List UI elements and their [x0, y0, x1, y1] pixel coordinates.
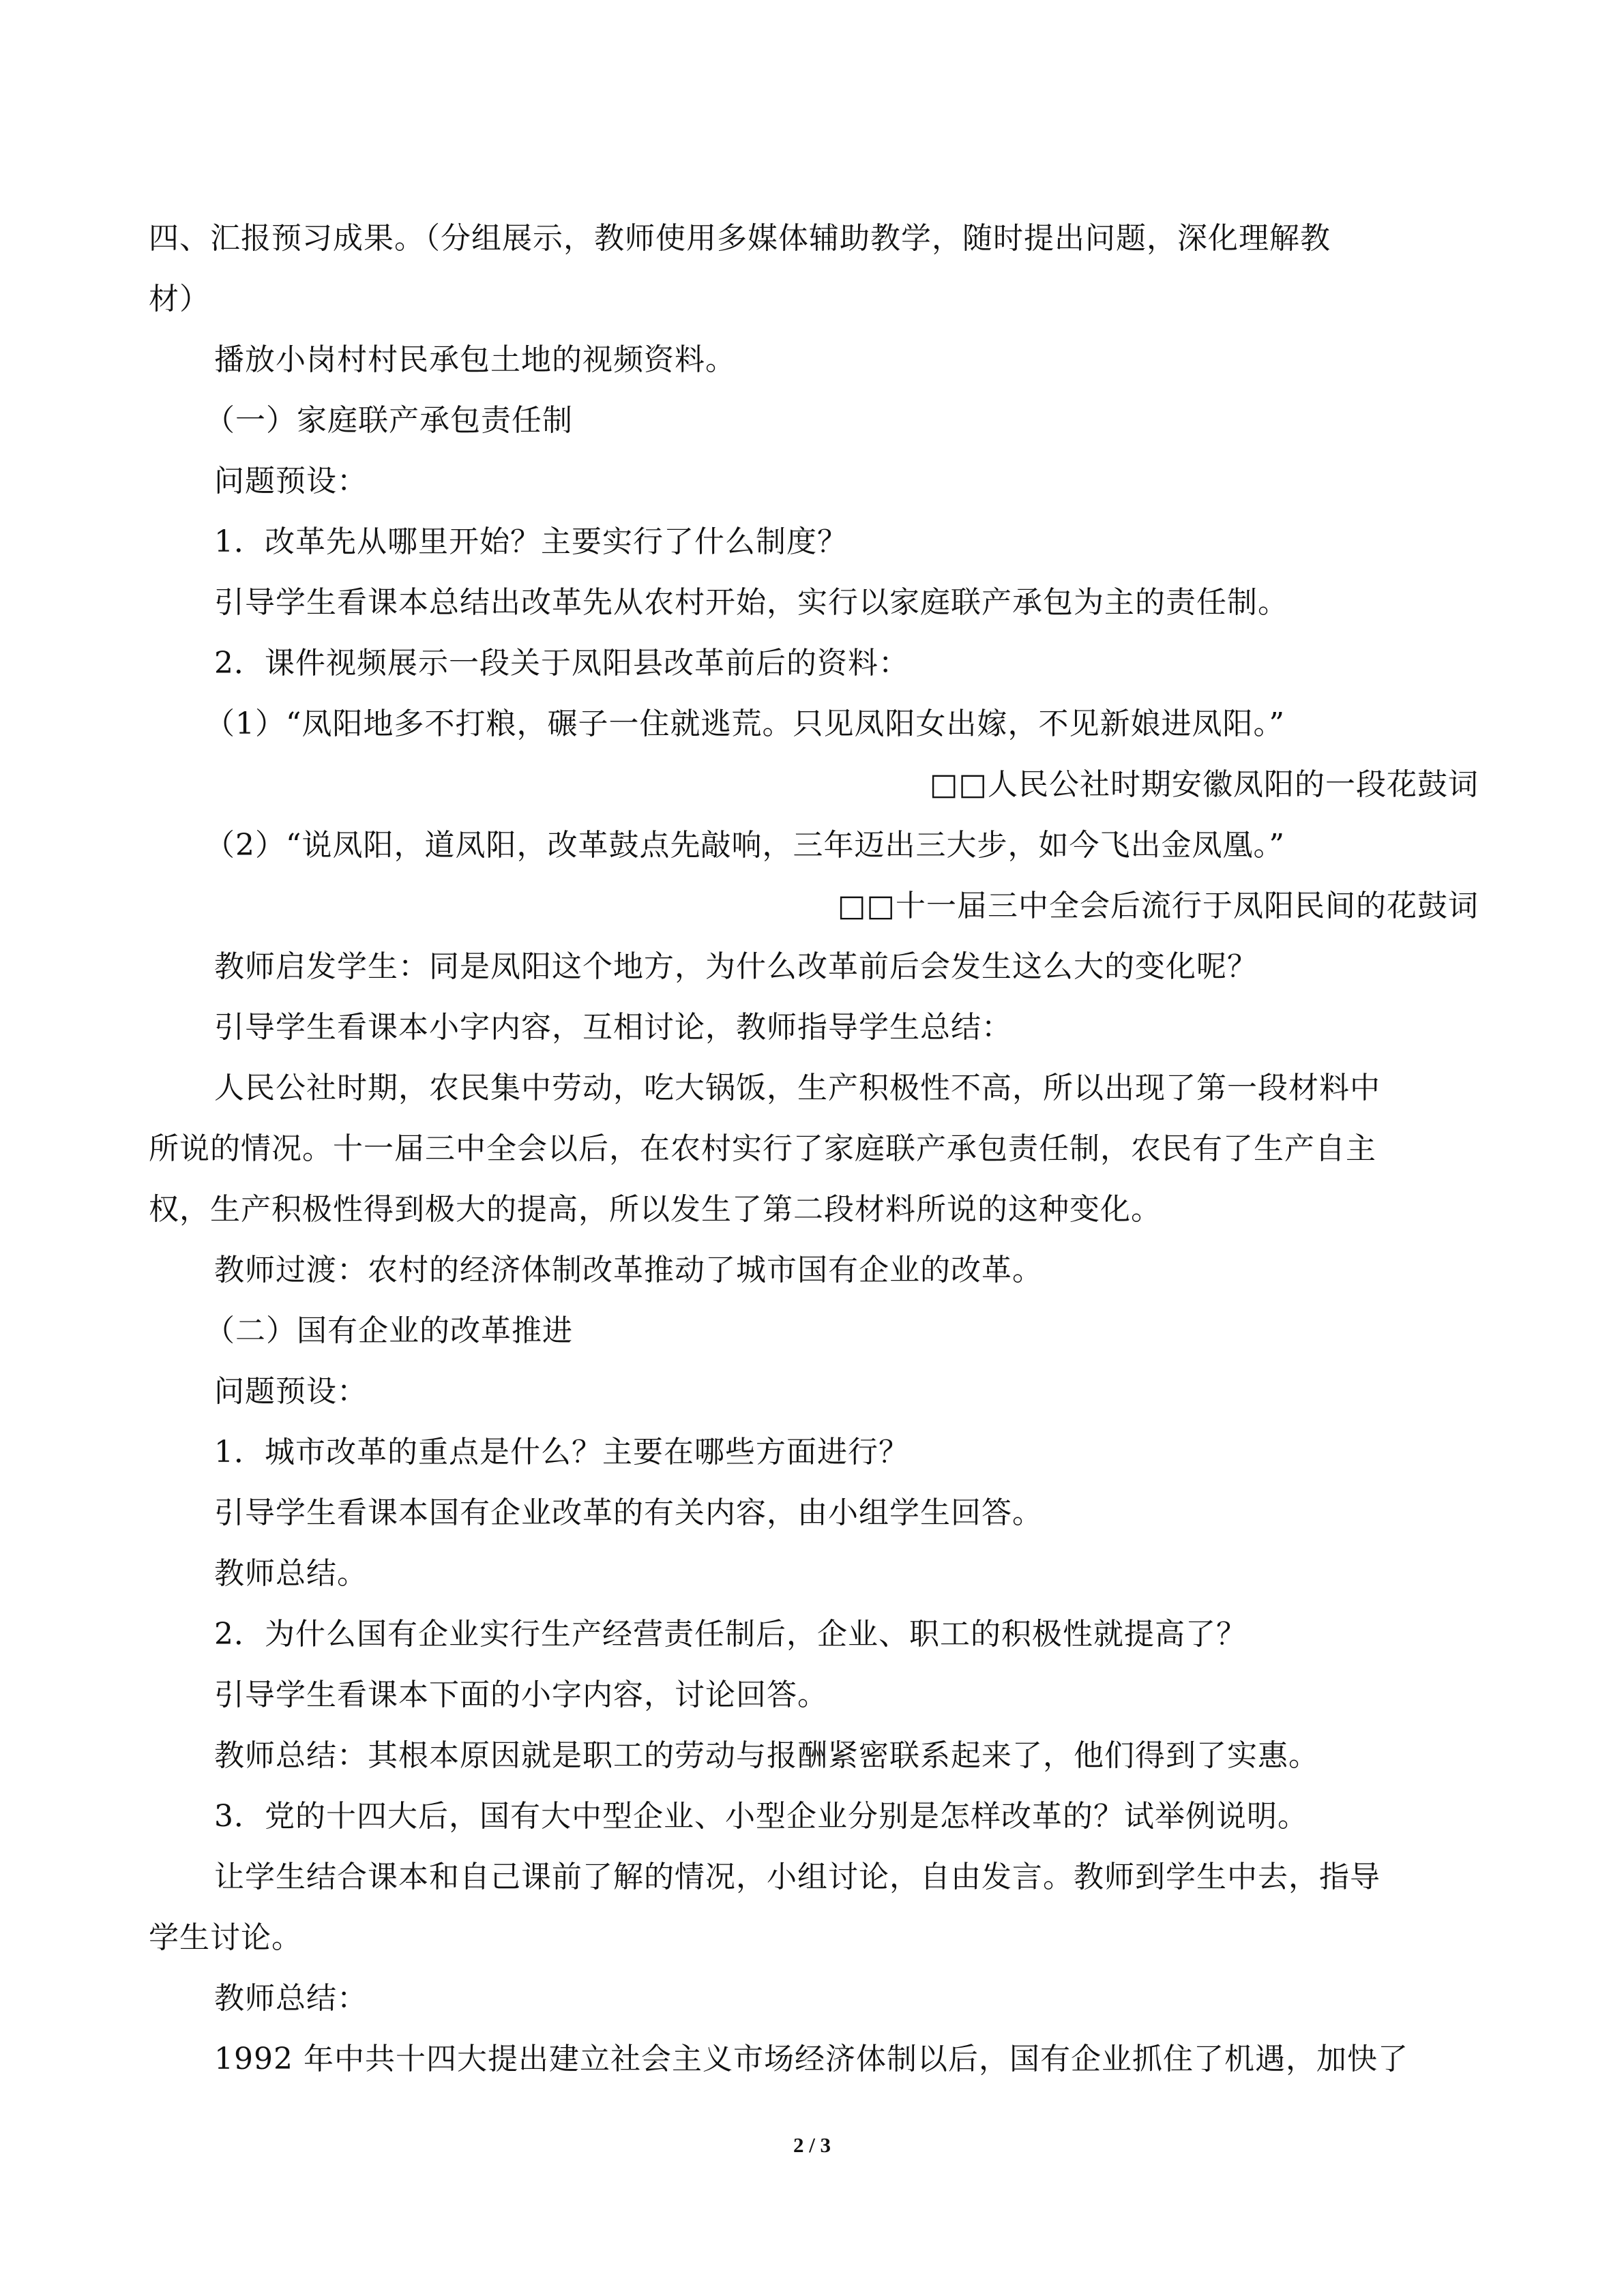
- paragraph-line: 引导学生看课本国有企业改革的有关内容，由小组学生回答。: [214, 1495, 1043, 1530]
- paragraph-line: 播放小岗村村民承包土地的视频资料。: [214, 342, 736, 377]
- paragraph-line: 问题预设：: [214, 464, 368, 498]
- paragraph-line: 教师过渡：农村的经济体制改革推动了城市国有企业的改革。: [214, 1253, 1043, 1287]
- question-item: 1．改革先从哪里开始？主要实行了什么制度？: [214, 524, 848, 559]
- paragraph-line: 所说的情况。十一届三中全会以后，在农村实行了家庭联产承包责任制，农民有了生产自主: [149, 1131, 1376, 1166]
- paragraph-line: 引导学生看课本小字内容，互相讨论，教师指导学生总结：: [214, 1010, 1012, 1045]
- page-number: 2 / 3: [793, 2133, 831, 2157]
- question-item: 3．党的十四大后，国有大中型企业、小型企业分别是怎样改革的？试举例说明。: [214, 1799, 1308, 1834]
- section-heading-four: 四、汇报预习成果。（分组展示，教师使用多媒体辅助教学，随时提出问题，深化理解教: [149, 221, 1331, 256]
- paragraph-line: 让学生结合课本和自己课前了解的情况，小组讨论，自由发言。教师到学生中去，指导: [214, 1860, 1381, 1894]
- paragraph-line: 人民公社时期，农民集中劳动，吃大锅饭，生产积极性不高，所以出现了第一段材料中: [214, 1071, 1381, 1105]
- paragraph-line: 教师总结。: [214, 1556, 368, 1591]
- question-item: 1．城市改革的重点是什么？主要在哪些方面进行？: [214, 1435, 909, 1470]
- paragraph-line: 材）: [149, 282, 210, 316]
- paragraph-line: 引导学生看课本总结出改革先从农村开始，实行以家庭联产承包为主的责任制。: [214, 585, 1288, 620]
- quote-source: □□十一届三中全会后流行于凤阳民间的花鼓词: [837, 889, 1479, 923]
- paragraph-line: 学生讨论。: [149, 1920, 302, 1955]
- subsection-heading-one: （一）家庭联产承包责任制: [205, 403, 573, 438]
- subsection-heading-two: （二）国有企业的改革推进: [205, 1313, 573, 1348]
- paragraph-line: 教师启发学生：同是凤阳这个地方，为什么改革前后会发生这么大的变化呢？: [214, 949, 1258, 984]
- paragraph-line: 问题预设：: [214, 1374, 368, 1409]
- document-body: [149, 208, 1479, 2089]
- paragraph-line: 教师总结：其根本原因就是职工的劳动与报酬紧密联系起来了，他们得到了实惠。: [214, 1738, 1319, 1773]
- paragraph-line: 1992 年中共十四大提出建立社会主义市场经济体制以后，国有企业抓住了机遇，加快了: [214, 2042, 1408, 2076]
- paragraph-line: 权，生产积极性得到极大的提高，所以发生了第二段材料所说的这种变化。: [149, 1192, 1162, 1227]
- quote-source: □□人民公社时期安徽凤阳的一段花鼓词: [929, 767, 1479, 802]
- quote-line: （2）“说凤阳，道凤阳，改革鼓点先敲响，三年迈出三大步，如今飞出金凤凰。”: [205, 828, 1285, 863]
- quote-line: （1）“凤阳地多不打粮，碾子一住就逃荒。只见凤阳女出嫁，不见新娘进凤阳。”: [205, 706, 1285, 741]
- paragraph-line: 引导学生看课本下面的小字内容，讨论回答。: [214, 1678, 828, 1712]
- question-item: 2．为什么国有企业实行生产经营责任制后，企业、职工的积极性就提高了？: [214, 1617, 1247, 1652]
- paragraph-line: 教师总结：: [214, 1981, 368, 2016]
- question-item: 2．课件视频展示一段关于凤阳县改革前后的资料：: [214, 646, 909, 681]
